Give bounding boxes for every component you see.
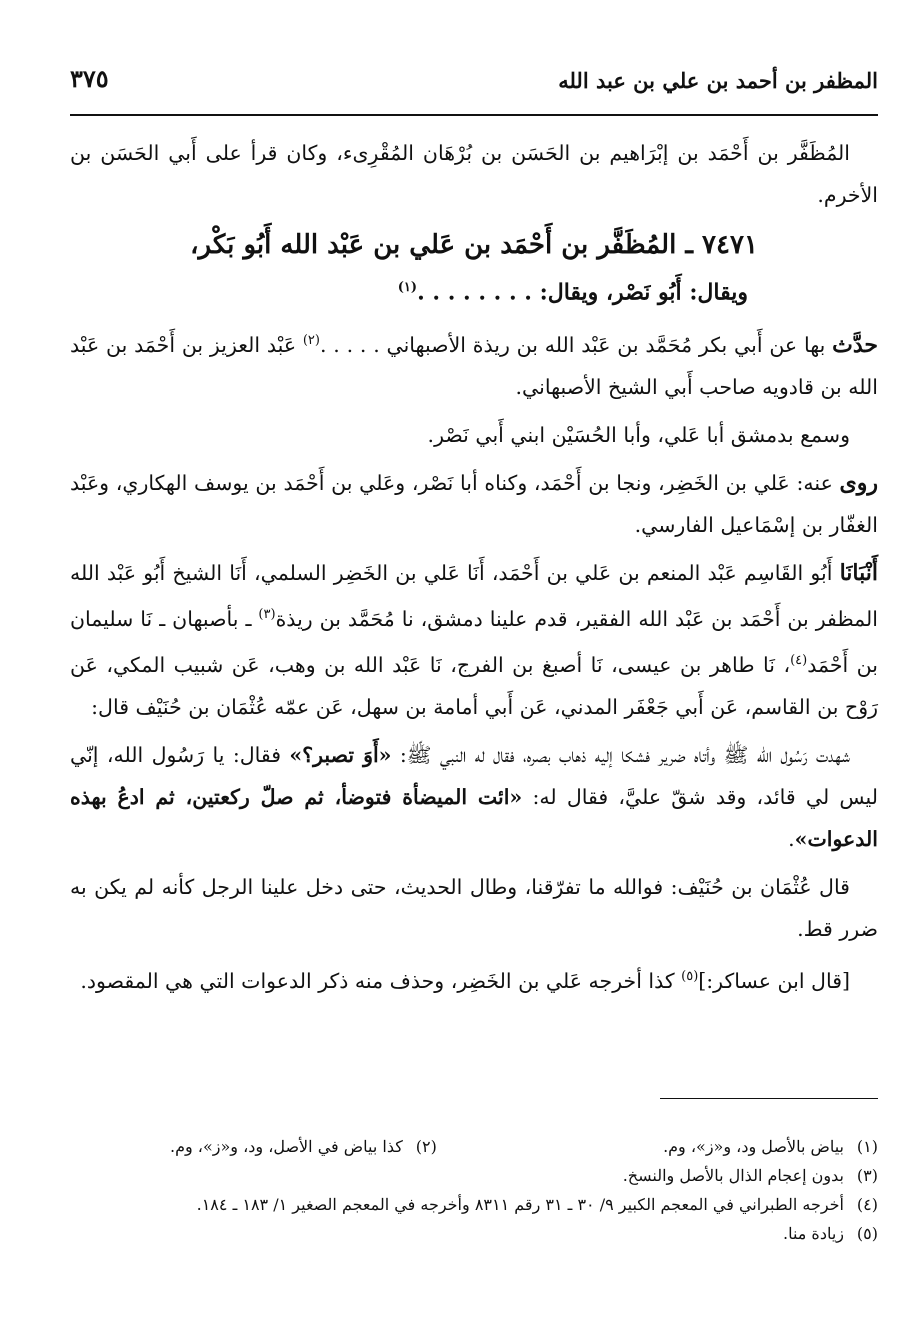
footnote-2 xyxy=(170,1132,437,1161)
footnote-5-number: (٥) xyxy=(856,1224,878,1243)
asakir-text-b: كذا أخرجه عَلي بن الخَضِر، وحذف منه ذكر الدعوات التي هي المقصود. xyxy=(80,968,682,993)
main-text xyxy=(70,132,878,1008)
footnote-1-text: بياض بالأصل ود، و«ز»، وم. xyxy=(663,1137,844,1156)
footnote-3 xyxy=(70,1161,878,1190)
rawa-text: عنه: عَلي بن الخَضِر، ونجا بن أَحْمَد، وكناه أبا نَصْر، وعَلي بن أَحْمَد بن يوسف الهكاري، وعَبْد الغفّار بن إسْمَاعيل الفارسي. xyxy=(70,471,878,538)
lead-word-anbana: أَنْبَانَا xyxy=(839,560,878,587)
hadith-quote-2: «ائت الميضأة فتوضأ، ثم صلّ ركعتين، ثم ادعُ بهذه الدعوات» xyxy=(70,784,878,851)
paragraph-rawa xyxy=(70,462,878,546)
footnote-5 xyxy=(70,1219,878,1248)
footnote-1-number: (١) xyxy=(856,1137,878,1156)
shahidtu-text-a: شهدت رَسُول الله ﷺ وأتاه ضرير فشكا إليه ذهاب بصره، فقال له النبي ﷺ: xyxy=(391,742,850,767)
footnote-5-text: زيادة منا. xyxy=(782,1224,844,1243)
haddath-text-a: بها عن أَبي بكر مُحَمَّد بن عَبْد الله بن ريذة الأصبهاني . . . . . xyxy=(319,333,833,358)
paragraph-qala: قال عُثْمَان بن حُنَيْف: فوالله ما تفرّقنا، وطال الحديث، حتى دخل علينا الرجل كأنه لم يكن به ضرر قط. xyxy=(70,874,878,941)
footnote-ref-2: (٢) xyxy=(302,333,320,349)
header-rule xyxy=(70,114,878,116)
page-header xyxy=(70,60,878,112)
footnote-2-text: كذا بياض في الأصل، ود، و«ز»، وم. xyxy=(170,1137,403,1156)
footnote-ref-3: (٣) xyxy=(258,607,276,623)
footnote-ref-1: (١) xyxy=(397,280,418,295)
anbana-text-b: ـ بأصبهان ـ نَا سليمان بن أَحْمَد xyxy=(70,606,878,677)
footnote-ref-5: (٥) xyxy=(681,968,699,984)
anbana-text-c: ، نَا طاهر بن عيسى، نَا أصبغ بن الفرج، نَا عَبْد الله بن وهب، عَن شبيب المكي، عَن رَوْح بن القاسم، عَن أَبي جَعْفَر المدني، عَن أَبي أمامة بن سهل، عَن عمّه عُثْمَان بن حُنَيْف قال: xyxy=(70,652,878,719)
hadith-quote-1: «أَوَ تصبر؟» xyxy=(289,742,392,767)
footnote-3-number: (٣) xyxy=(856,1166,878,1185)
lead-word-haddath: حدَّث xyxy=(832,332,878,359)
haddath-text-b: عَبْد العزيز بن أَحْمَد بن عَبْد الله بن قادويه صاحب أَبي الشيخ الأصبهاني. xyxy=(70,333,878,400)
page-number: ٣٧٥ xyxy=(70,64,109,93)
entry-heading: ٧٤٧١ ـ المُظَفَّر بن أَحْمَد بن عَلي بن عَبْد الله أَبُو بَكْر، xyxy=(190,230,758,260)
footnote-ref-4: (٤) xyxy=(790,652,808,668)
lead-word-rawa: روى xyxy=(839,470,878,497)
subheading-text: ويقال: أَبُو نَصْر، ويقال: . . . . . . . . xyxy=(417,279,748,306)
footnote-rule xyxy=(660,1098,878,1099)
footnote-4-text: أخرجه الطبراني في المعجم الكبير ٩/ ٣٠ ـ ٣١ رقم ٨٣١١ وأخرجه في المعجم الصغير ١/ ١٨٣ ـ ١٨٤. xyxy=(196,1195,844,1214)
footnote-2-number: (٢) xyxy=(415,1137,437,1156)
footnote-1 xyxy=(663,1132,878,1161)
shahidtu-end: . xyxy=(788,826,795,851)
running-title: المظفر بن أحمد بن علي بن عبد الله xyxy=(558,68,878,93)
paragraph-ibn-asakir xyxy=(70,956,878,1002)
footnote-3-text: بدون إعجام الذال بالأصل والنسخ. xyxy=(622,1166,844,1185)
footnotes xyxy=(70,1132,878,1248)
paragraph-haddath xyxy=(70,320,878,408)
anbana-text-a: أَبُو القَاسِم عَبْد المنعم بن عَلي بن أَحْمَد، أَنَا عَلي بن الخَضِر السلمي، أَنَا الشيخ أَبُو عَبْد الله المظفر بن أَحْمَد بن عَبْد الله الفقير، قدم علينا دمشق، نا مُحَمَّد بن ريذة xyxy=(70,561,878,631)
footnote-4-number: (٤) xyxy=(856,1195,878,1214)
asakir-text-a: [قال ابن عساكر:] xyxy=(698,968,850,993)
footnote-row-1-2 xyxy=(70,1132,878,1161)
paragraph-anbana xyxy=(70,552,878,728)
footnote-4 xyxy=(70,1190,878,1219)
shahidtu-text-b: فقال: يا رَسُول الله، إنّي ليس لي قائد، وقد شقّ عليَّ، فقال له: xyxy=(70,742,878,809)
intro-paragraph: المُظَفَّر بن أَحْمَد بن إبْرَاهيم بن الحَسَن بن بُرْهَان المُقْرِىء، وكان قرأ على أَبي الحَسَن بن الأخرم. xyxy=(70,141,878,207)
entry-subheading xyxy=(70,268,878,312)
paragraph-shahidtu xyxy=(70,734,878,860)
paragraph-samia: وسمع بدمشق أبا عَلي، وأبا الحُسَيْن ابني أَبي نَصْر. xyxy=(427,423,850,448)
